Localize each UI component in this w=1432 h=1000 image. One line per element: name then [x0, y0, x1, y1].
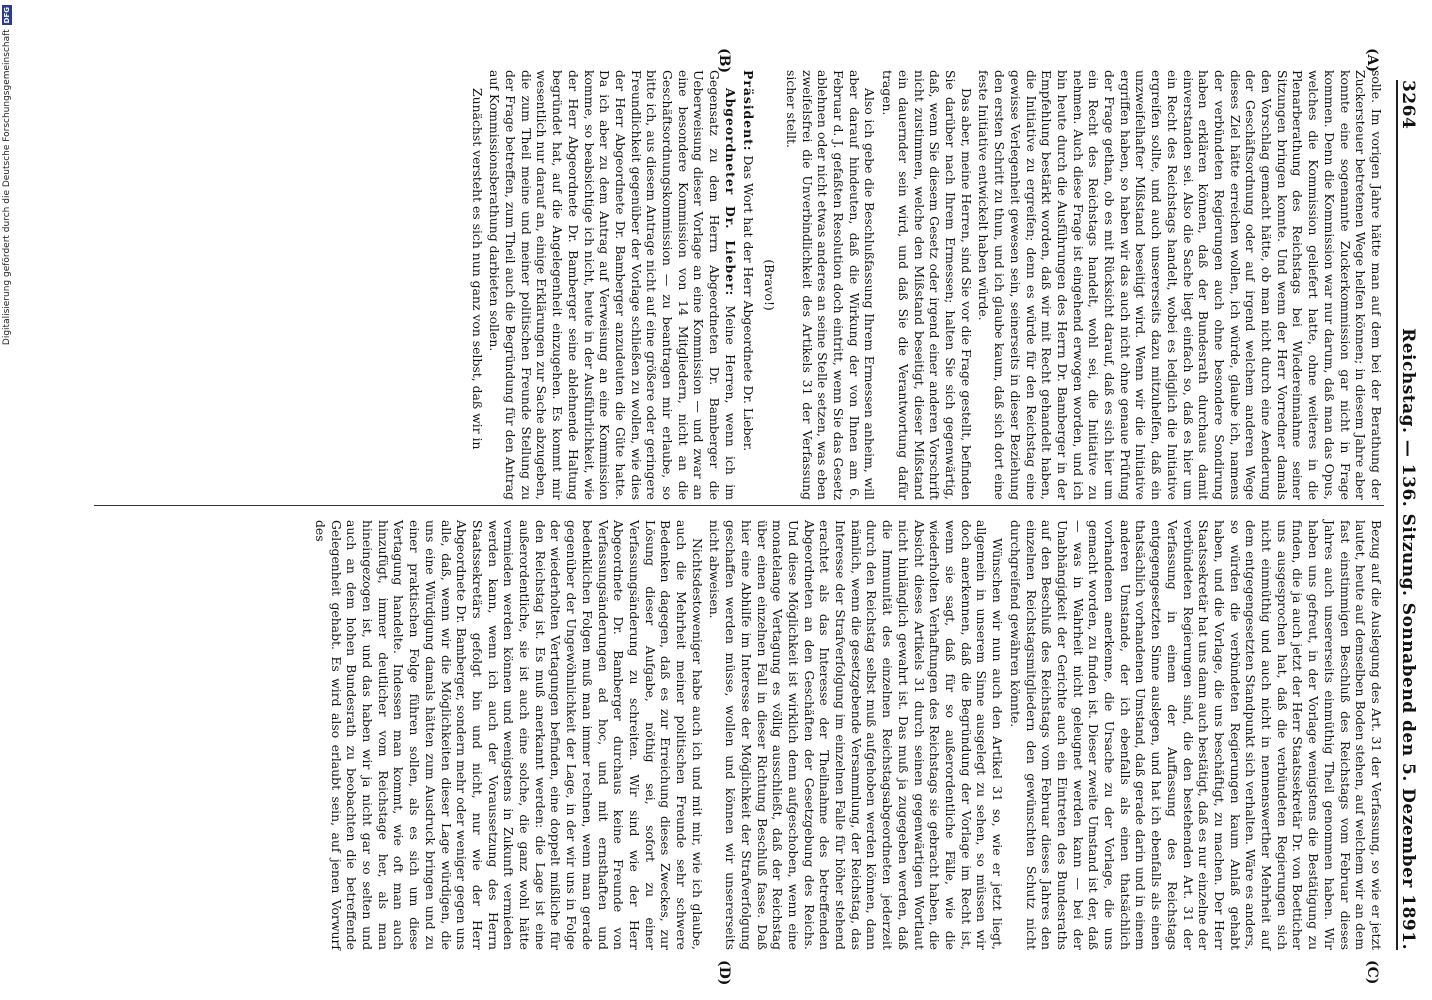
- margin-mark-b: (B): [716, 48, 732, 74]
- speaker-label: Präsident:: [740, 70, 756, 152]
- paragraph: solle. Im vorigen Jahre hätte man auf dem bei der Berathung der Zuckersteuer betretenen Wege helfen können; in diesem Jahre aber konnte eine sogenannte Zuckerkommission gar nicht in Frage kommen. Denn die Kommission war nur darum, daß man das Opus, welches die Kommission geliefert hatte, ohne weiteres in die Plenarberathung des Reichstags bei Wiedereinnahme seiner Sitzungen bringen konnte. Und wenn der Herr Vorredner damals den Vorschlag gemacht hätte, ob man nicht durch eine Aenderung der Geschäftsordnung oder auf irgend welchem anderen Wege dieses Ziel hätte erreichen wollen, ich würde, glaube ich, namens der verbündeten Regierungen auch ohne besondere Sondirung haben erklären können, daß der Bundesrath durchaus damit einverstanden sei. Also die Sache liegt einfach so, daß es hier um ein Recht des Reichstags handelt, wobei es lediglich die Initiative ergreifen sollte, und auch unsererseits dazu mitzuhelfen, daß ein unzweifelhafter Mißstand beseitigt wird. Wenn wir die Initiative ergriffen haben, so haben wir das auch nicht ohne genaue Prüfung der Frage gethan, ob es mit Rücksicht darauf, daß es sich hier um ein Recht des Reichstags handelt, wohl sei, die Initiative zu nehmen. Auch diese Frage ist eingehend erwogen worden, und ich bin heute durch die Ausführungen des Herrn Dr. Bamberger in der Empfehlung bestärkt worden, daß wir mit Recht gehandelt haben, die Initiative zu ergreifen; denn es würde für den Reichstag eine gewisse Verlegenheit gewesen sein, seinerseits in dieser Beziehung den ersten Schritt zu thun, und ich glaube kaum, daß sich dort eine feste Initiative entwickelt haben würde.: [976, 70, 1384, 500]
- paragraph: Nichtsdestoweniger habe auch ich und mit mir, wie ich glaube, auch die Mehrheit meiner politischen Freunde sehr schwere Bedenken dagegen, daß es zur Erreichung dieses Zweckes, zur Lösung dieser Aufgabe, nöthig sei, sofort zu einer Verfassungsänderung zu schreiten. Wir sind wie der Herr Abgeordnete Dr. Bamberger durchaus keine Freunde von Verfassungsänderungen ad hoc, und mit ernsthaften und bedenklichen Folgen muß man immer rechnen, wenn man gerade gegenüber der Ungewöhnlichkeit der Lage, in der wir uns in Folge der wiederholten Vertagungen befinden, eine doppelt mißliche für den Reichstag ist. Es muß anerkannt werden: die Lage ist eine außerordentliche, sie ist auch eine solche, die ganz wohl hätte vermieden werden können und wenigstens in Zukunft vermieden werden kann, wenn ich auch der Voraussetzung des Herrn Staatssekretärs gefolgt bin und nicht, nur wie der Herr Abgeordnete Dr. Bamberger, sondern mehr oder weniger gegen uns alle, daß, wenn wir die Möglichkeiten dieser Lage würdigen, die uns eine Würdigung damals hätten zum Ausdruck bringen und zu einer praktischen Folge führen sollen, als es sich um diese Vertagung handelte. Indessen man kommt, wie oft man auch hinzufügt, immer deutlicher vom Reichstage her, als man hineingezogen ist, und das haben wir ja nicht gar so selten und auch an dem hohen Bundesrath zu beobachten die betreffende Gelegenheit gehabt. Es wird also erlaubt sein, auf jenen Vorwurf des: [312, 520, 705, 950]
- page-number: 3264: [1398, 80, 1418, 130]
- speaker-line: [740, 70, 756, 500]
- footer: [0, 5, 14, 995]
- speaker-text: Das Wort hat der Herr Abgeordnete Dr. Lieber.: [740, 155, 756, 452]
- running-title: Reichstag. — 136. Sitzung. Sonnabend den 5. Dezember 1891.: [1398, 328, 1418, 950]
- paragraph: Bezug auf die Auslegung des Art. 31 der Verfassung, so wie er jetzt lautet, heute auf demselben Boden stehen, auf welchem wir an dem fast einstimmigen Beschluß des Reichstags vom Februar dieses Jahres auch unsererseits einmüthig Theil genommen haben. Wir haben uns gefreut, in der Vorlage wenigstens die Bestätigung zu finden, die ja auch jetzt der Herr Staatssekretär Dr. von Boetticher uns ausgesprochen hat, daß die verbündeten Regierungen sich nicht einmüthig und auch nicht in nennenswerther Mehrheit auf dem entgegengesetzten Standpunkt sich verhalten. Wäre es anders, so würden die verbündeten Regierungen kaum Anlaß gehabt haben, und die Vorlage, die uns beschäftigt, zu machen. Der Herr Staatssekretär hat uns dann auch bestätigt, daß es nur einzelne der verbündeten Regierungen sind, die den bestehenden Art. 31 der Verfassung in einem der Auffassung des Reichstags entgegengesetzten Sinne auslegen, und hat ich ebenfalls als einen thatsächlich vorhandenen Umstand, daß gerade darin und in einem anderen Umstande, der ich ebenfalls als einen thatsächlich vorhandenen anerkenne, die Ursache zu der Vorlage, die uns gemacht worden, zu finden ist. Dieser zweite Umstand ist der, daß — was in Wahrheit nicht geleugnet werden kann — bei der Unabhängigkeit der Gerichte auch ein Eintreten des Bundesraths auf den Beschluß des Reichstags vom Februar dieses Jahres den einzelnen Reichstagsmitgliedern den gewünschten Schutz nicht durchgreifend gewähren könnte.: [1007, 520, 1384, 950]
- speaker-text: Meine Herren, wenn ich im Gegensatz zu dem Herrn Abgeordneten Dr. Bamberger die Ueberweisung dieser Vorlage an eine Kommission — und zwar an eine besondere Kommission von 14 Mitgliedern, nicht an die Geschäftsordnungskommission — zu beantragen mir erlaube, so bitte ich, aus diesem Antrage nicht auf eine größere oder geringere Freundlichkeit gegenüber der Vorlage schließen zu wollen, wie dies der Herr Abgeordnete Dr. Bamberger anzudeuten die Güte hatte. Da ich aber zu dem Antrag auf Verweisung an eine Kommission komme, so beabsichtige ich nicht, heute in der Ausführlichkeit, wie der Herr Abgeordnete Dr. Bamberger seine ablehnende Haltung begründet hat, auf die Angelegenheit einzugehen. Es kommt mir wesentlich nur darauf an, einige Erklärungen zur Sache abzugeben, die zum Theil meine und meiner politischen Freunde Stellung zu der Frage betreffen, zum Theil auch die Begründung für den Antrag auf Kommissionsberathung darbieten sollen.: [487, 70, 738, 500]
- dfg-logo: DFG: [3, 7, 11, 24]
- footer-text: Digitalisierung gefördert durch die Deutsche Forschungsgemeinschaft: [2, 29, 12, 346]
- column-divider: [94, 505, 1384, 506]
- column-left: [467, 70, 1384, 500]
- speaker-label: Abgeordneter Dr. Lieber:: [722, 88, 738, 297]
- speaker-line: [487, 70, 738, 500]
- paragraph: Zunächst versteht es sich nun ganz von selbst, daß wir in: [469, 88, 485, 450]
- applause-note: (Bravo!): [762, 259, 778, 311]
- margin-mark-d: (D): [716, 960, 732, 986]
- paragraph: Also ich gebe die Beschlußfassung Ihrem Ermessen anheim, will aber darauf hindeuten, daß die Wirkung der von Ihnen am 6. Februar d. J. gefaßten Resolution doch eintritt, wenn Sie das Gesetz ablehnen oder nicht etwas anderes an seine Stelle setzen, was eben zweifelsfrei die Unverbindlichkeit des Artikels 31 der Verfassung sicher stellt.: [783, 70, 878, 500]
- margin-mark-a: (A): [1364, 48, 1380, 73]
- column-right: [310, 520, 1384, 950]
- paragraph: Wünschen wir nun auch den Artikel 31 so, wie er jetzt liegt, allgemein in unserem Sinne ausgelegt zu sehen, so müssen wir doch anerkennen, daß die Begründung der Vorlage im Recht ist, wenn sie sagt, daß für so außerordentliche Fälle, wie die wiederholten Verhaftungen des Reichstags sie gebracht haben, die Absicht dieses Artikels 31 durch seinen gegenwärtigen Wortlaut nicht hinlänglich gewahrt ist. Das muß ja zugegeben werden, daß die Immunität des einzelnen Reichstagsabgeordneten jederzeit durch den Reichstag selbst muß aufgehoben werden können, dann nämlich, wenn die gesetzgebende Versammlung, der Reichstag, das Interesse der Strafverfolgung im einzelnen Falle für höher stehend erachtet als das Interesse der Theilnahme des betreffenden Abgeordneten an den Geschäften der Gesetzgebung des Reichs. Und diese Möglichkeit ist wirklich denn aufgeschoben, wenn eine monatelange Vertagung es völlig ausschließt, daß der Reichstag über einen einzelnen Fall in dieser Richtung Beschluß fasse. Daß hier eine Abhilfe im Interesse der Möglichkeit der Strafverfolgung geschaffen werden müsse, wollen und können wir unsererseits nicht abweisen.: [707, 520, 1006, 950]
- margin-mark-c: (C): [1364, 960, 1380, 985]
- paragraph: Das aber, meine Herren, sind Sie vor die Frage gestellt, befinden Sie darüber nach Ihrem Ermessen; halten Sie sich gegenwärtig, daß, wenn Sie diesem Gesetz oder irgend einer anderen Vorschrift nicht zustimmen, welche den Mißstand beseitigt, dieser Mißstand ein dauernder sein wird, und daß Sie die Verantwortung dafür tragen.: [880, 70, 974, 500]
- page-header: [1396, 80, 1432, 950]
